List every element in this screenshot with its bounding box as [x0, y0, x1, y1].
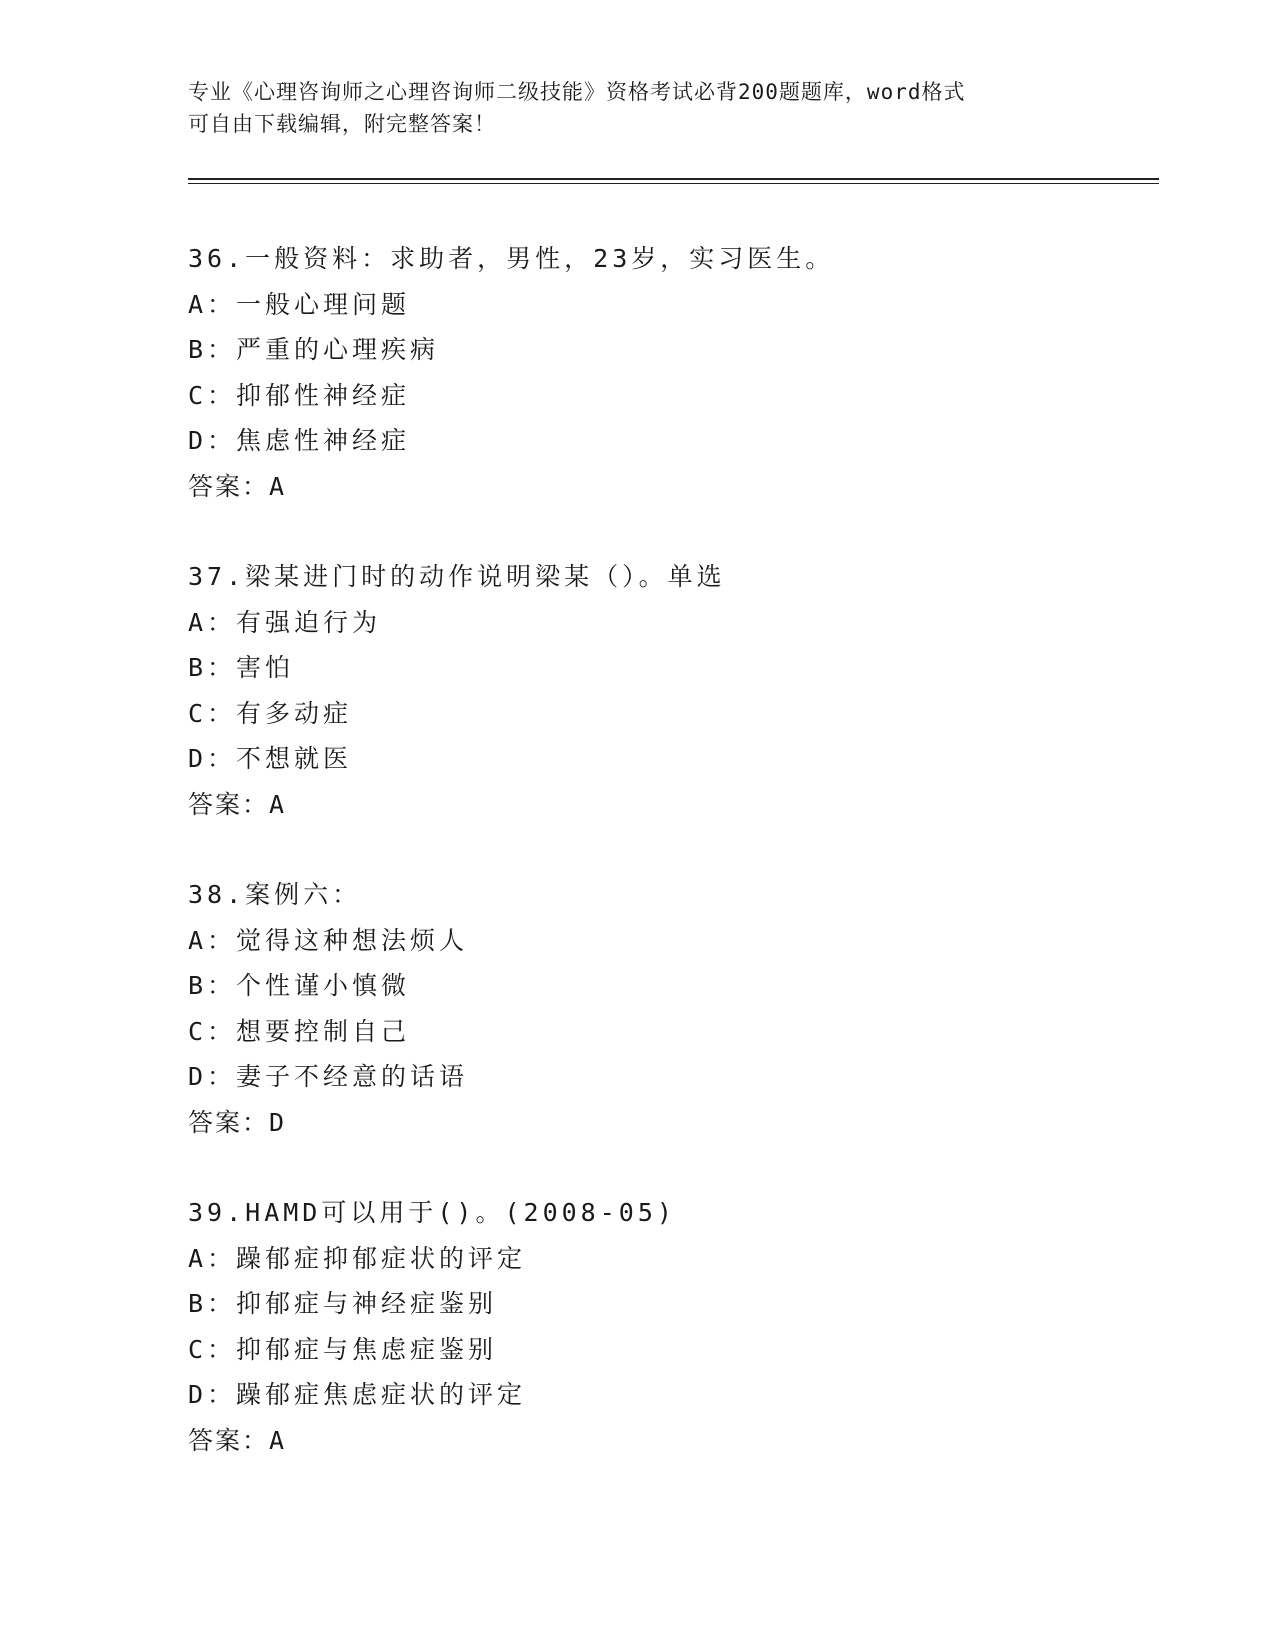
option-a: A：有强迫行为 — [188, 607, 382, 637]
question-39 — [188, 1190, 1168, 1463]
option-c: C：有多动症 — [188, 698, 353, 728]
question-36 — [188, 236, 1168, 509]
option-a: A：一般心理问题 — [188, 289, 411, 319]
header-line-1: 专业《心理咨询师之心理咨询师二级技能》资格考试必背200题题库，word格式 — [188, 80, 966, 104]
question-38 — [188, 872, 1168, 1145]
question-list — [188, 236, 1168, 1508]
header-divider — [188, 178, 1159, 184]
question-title: 36.一般资料：求助者，男性，23岁，实习医生。 — [188, 244, 835, 273]
answer: 答案：A — [188, 789, 287, 819]
answer: 答案：A — [188, 1425, 287, 1455]
option-c: C：想要控制自己 — [188, 1016, 411, 1046]
option-d: D：躁郁症焦虑症状的评定 — [188, 1380, 527, 1409]
question-37 — [188, 554, 1168, 827]
option-d: D：焦虑性神经症 — [188, 426, 411, 455]
option-a: A：躁郁症抑郁症状的评定 — [188, 1243, 527, 1273]
header-line-2: 可自由下载编辑，附完整答案！ — [188, 112, 496, 136]
option-b: B：害怕 — [188, 653, 295, 682]
question-title: 37.梁某进门时的动作说明梁某（）。单选 — [188, 562, 726, 591]
option-a: A：觉得这种想法烦人 — [188, 925, 469, 955]
answer: 答案：A — [188, 471, 287, 501]
option-b: B：个性谨小慎微 — [188, 971, 411, 1000]
option-b: B：严重的心理疾病 — [188, 335, 440, 364]
option-d: D：妻子不经意的话语 — [188, 1062, 469, 1091]
document-header — [188, 76, 1088, 140]
answer: 答案：D — [188, 1107, 287, 1137]
option-c: C：抑郁症与焦虑症鉴别 — [188, 1334, 498, 1364]
option-b: B：抑郁症与神经症鉴别 — [188, 1289, 498, 1318]
question-title: 38.案例六： — [188, 880, 362, 909]
option-c: C：抑郁性神经症 — [188, 380, 411, 410]
question-title: 39.HAMD可以用于()。(2008-05) — [188, 1198, 676, 1227]
option-d: D：不想就医 — [188, 744, 353, 773]
